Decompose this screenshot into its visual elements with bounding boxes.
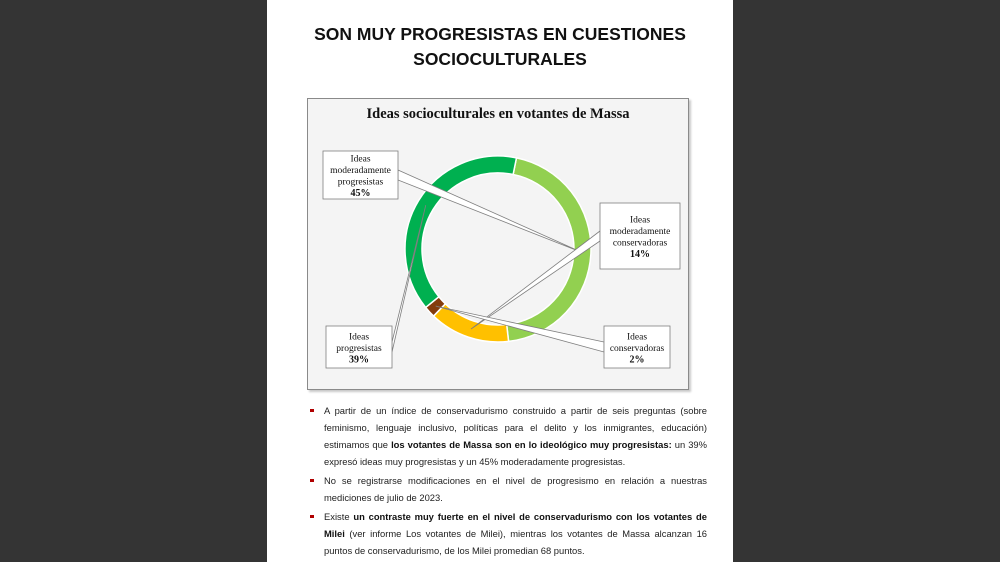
- page-title-line-2: SOCIOCULTURALES: [413, 49, 587, 69]
- bullet-list: [307, 402, 707, 561]
- data-label-text: progresistas: [336, 343, 382, 354]
- document-page: [267, 0, 733, 562]
- bullet-text-bold: los votantes de Massa son en lo ideológico muy progresistas:: [391, 439, 672, 450]
- chart-title: Ideas socioculturales en votantes de Massa: [366, 106, 630, 122]
- bullet-marker-icon: [310, 409, 314, 412]
- page-title-line-1: SON MUY PROGRESISTAS EN CUESTIONES: [314, 24, 686, 44]
- data-label-value: 14%: [630, 249, 650, 260]
- data-label-text: progresistas: [337, 177, 384, 188]
- bullet-item: [307, 472, 707, 506]
- bullet-marker-icon: [310, 479, 314, 482]
- bullet-text: Existe: [324, 511, 354, 522]
- data-label-value: 39%: [349, 354, 369, 366]
- bullet-marker-icon: [310, 515, 314, 518]
- page-title: [267, 22, 733, 72]
- bullet-text: (ver informe Los votantes de Milei), mientras los votantes de Massa alcanzan 16 puntos de conservadurismo, de los Milei promedian 68 puntos.: [324, 528, 707, 556]
- data-label-text: conservadoras: [609, 343, 665, 354]
- donut-slice-3: [405, 156, 516, 307]
- data-label-text: moderadamente: [609, 227, 671, 237]
- bullet-text-bold: un contraste muy fuerte en el nivel de conservadurismo con los votantes de Milei: [324, 511, 707, 539]
- bullet-item: [307, 402, 707, 470]
- bullet-item: [307, 508, 707, 559]
- data-label-value: 2%: [629, 354, 645, 366]
- donut-chart-panel: [307, 98, 689, 390]
- bullet-text: No se registrarse modificaciones en el nivel de progresismo en relación a nuestras mediciones de julio de 2023.: [324, 475, 707, 503]
- data-label-text: Ideas: [350, 154, 371, 165]
- bullet-text: un 39% expresó ideas muy progresistas y un 45% moderadamente progresistas.: [324, 439, 707, 467]
- data-label-text: Ideas: [348, 332, 370, 343]
- data-label-text: moderadamente: [330, 166, 391, 176]
- data-label-text: Ideas: [629, 215, 651, 226]
- donut-chart: [308, 99, 688, 389]
- data-label-text: conservadoras: [612, 238, 668, 249]
- data-label-value: 45%: [350, 188, 371, 199]
- bullet-text: A partir de un índice de conservadurismo construido a partir de seis preguntas (sobre feminismo, lenguaje inclusivo, políticas para el delito y los inmigrantes, educación) estimamos que: [324, 405, 707, 450]
- data-label-text: Ideas: [626, 332, 648, 343]
- data-label-0: [323, 151, 582, 253]
